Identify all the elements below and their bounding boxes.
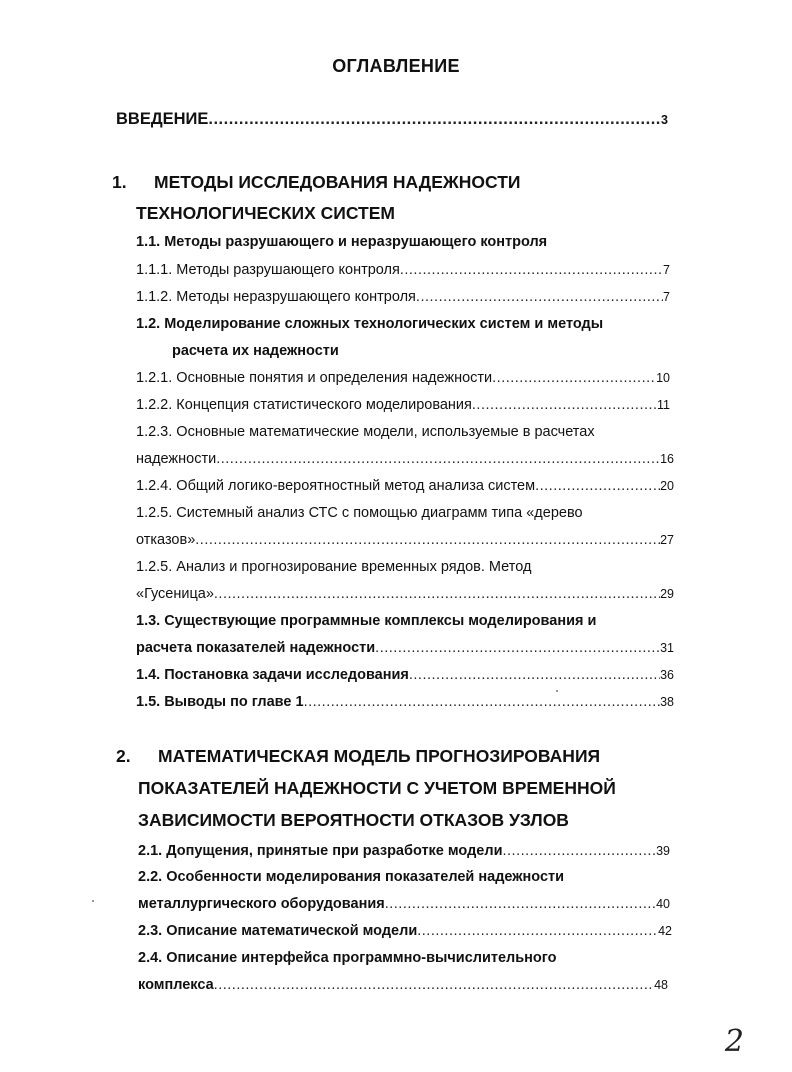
chapter-title-line: МЕТОДЫ ИССЛЕДОВАНИЯ НАДЕЖНОСТИ <box>154 172 521 192</box>
toc-page-number: 36 <box>660 668 674 682</box>
toc-entry[interactable] <box>136 478 674 494</box>
toc-entry-label: 1.5. Выводы по главе 1 <box>136 694 304 710</box>
toc-entry[interactable] <box>136 532 674 548</box>
chapter-number: 1. <box>112 172 127 192</box>
toc-entry-label: 1.2.4. Общий логико-вероятностный метод анализа систем <box>136 478 536 494</box>
toc-entry[interactable] <box>138 977 668 993</box>
toc-page-number: 40 <box>656 897 670 911</box>
section-heading: расчета их надежности <box>172 343 339 359</box>
section-heading: 1.2. Моделирование сложных технологических систем и методы <box>136 316 604 332</box>
toc-page-number: 39 <box>656 844 670 858</box>
section-heading: 1.3. Существующие программные комплексы моделирования и <box>136 613 597 629</box>
toc-entry-label: 1.2.5. Системный анализ СТС с помощью диаграмм типа «дерево <box>136 505 583 521</box>
toc-entry-label: 1.2.5. Анализ и прогнозирование временных рядов. Метод <box>136 559 532 575</box>
leader-dots <box>400 262 663 278</box>
chapter-title-line: ТЕХНОЛОГИЧЕСКИХ СИСТЕМ <box>136 203 395 223</box>
toc-page-number: 42 <box>658 924 672 938</box>
toc-entry-label: 2.3. Описание математической модели <box>138 923 418 939</box>
toc-entry-label: 1.2.3. Основные математические модели, используемые в расчетах <box>136 424 595 440</box>
leader-dots <box>416 289 663 305</box>
toc-entry[interactable] <box>136 370 670 386</box>
toc-page-number: 7 <box>663 290 670 304</box>
leader-dots <box>492 370 656 386</box>
toc-entry-label: 1.1.1. Методы разрушающего контроля <box>136 262 400 278</box>
toc-page-number: 10 <box>656 371 670 385</box>
section-heading: 2.2. Особенности моделирования показателей надежности <box>138 869 565 885</box>
toc-entry[interactable] <box>136 667 674 683</box>
section-heading: 1.1. Методы разрушающего и неразрушающего контроля <box>136 234 548 250</box>
scan-speck <box>92 900 94 902</box>
toc-page-number: 38 <box>660 695 674 709</box>
toc-entry-label: 2.1. Допущения, принятые при разработке модели <box>138 843 503 859</box>
leader-dots <box>214 586 660 602</box>
toc-page-number: 16 <box>660 452 674 466</box>
chapter-number: 2. <box>116 746 131 766</box>
toc-page-number: 11 <box>657 398 670 412</box>
leader-dots <box>503 843 657 859</box>
toc-entry[interactable] <box>138 843 670 859</box>
toc-page-number: 20 <box>660 479 674 493</box>
toc-entry[interactable] <box>136 694 674 710</box>
toc-entry[interactable] <box>136 397 670 413</box>
leader-dots <box>535 478 660 494</box>
leader-dots <box>385 896 656 912</box>
leader-dots <box>409 667 660 683</box>
page-title: ОГЛАВЛЕНИЕ <box>332 56 460 76</box>
toc-entry-label: металлургического оборудования <box>138 896 385 912</box>
toc-page-number: 48 <box>654 978 668 992</box>
chapter-title-line: МАТЕМАТИЧЕСКАЯ МОДЕЛЬ ПРОГНОЗИРОВАНИЯ <box>158 746 601 766</box>
page-number-mark: 2 <box>724 1024 744 1059</box>
leader-dots <box>195 532 660 548</box>
toc-entry-intro[interactable] <box>116 110 668 129</box>
chapter-title-line: ЗАВИСИМОСТИ ВЕРОЯТНОСТИ ОТКАЗОВ УЗЛОВ <box>138 810 569 830</box>
toc-page-number: 7 <box>663 263 670 277</box>
leader-dots <box>208 110 661 129</box>
toc-entry-label: «Гусеница» <box>136 586 214 602</box>
toc-entry-label: 1.1.2. Методы неразрушающего контроля <box>136 289 416 305</box>
leader-dots <box>472 397 657 413</box>
toc-entry[interactable] <box>136 640 674 656</box>
toc-entry-label: 1.4. Постановка задачи исследования <box>136 667 409 683</box>
toc-entry-label: надежности <box>136 451 217 467</box>
toc-entry-label: ВВЕДЕНИЕ <box>116 110 209 128</box>
toc-entry[interactable] <box>136 262 670 278</box>
toc-entry[interactable] <box>136 289 670 305</box>
scan-speck <box>556 690 558 692</box>
toc-page-number: 3 <box>661 113 668 127</box>
toc-page-number: 27 <box>660 533 674 547</box>
toc-page-number: 31 <box>660 641 674 655</box>
toc-entry-label: расчета показателей надежности <box>136 640 376 656</box>
toc-entry-label: комплекса <box>138 977 214 993</box>
toc-page-number: 29 <box>660 587 674 601</box>
toc-entry-label: 1.2.2. Концепция статистического моделирования <box>136 397 472 413</box>
toc-entry-label: 1.2.1. Основные понятия и определения надежности <box>136 370 493 386</box>
leader-dots <box>375 640 660 656</box>
leader-dots <box>216 451 660 467</box>
leader-dots <box>417 923 658 939</box>
leader-dots <box>214 977 654 993</box>
chapter-title-line: ПОКАЗАТЕЛЕЙ НАДЕЖНОСТИ С УЧЕТОМ ВРЕМЕННОЙ <box>138 778 616 798</box>
section-heading: 2.4. Описание интерфейса программно-вычислительного <box>138 950 557 966</box>
toc-entry-label: отказов» <box>136 532 196 548</box>
toc-entry[interactable] <box>138 923 672 939</box>
leader-dots <box>304 694 661 710</box>
toc-entry[interactable] <box>138 896 670 912</box>
toc-entry[interactable] <box>136 586 674 602</box>
toc-entry[interactable] <box>136 451 674 467</box>
